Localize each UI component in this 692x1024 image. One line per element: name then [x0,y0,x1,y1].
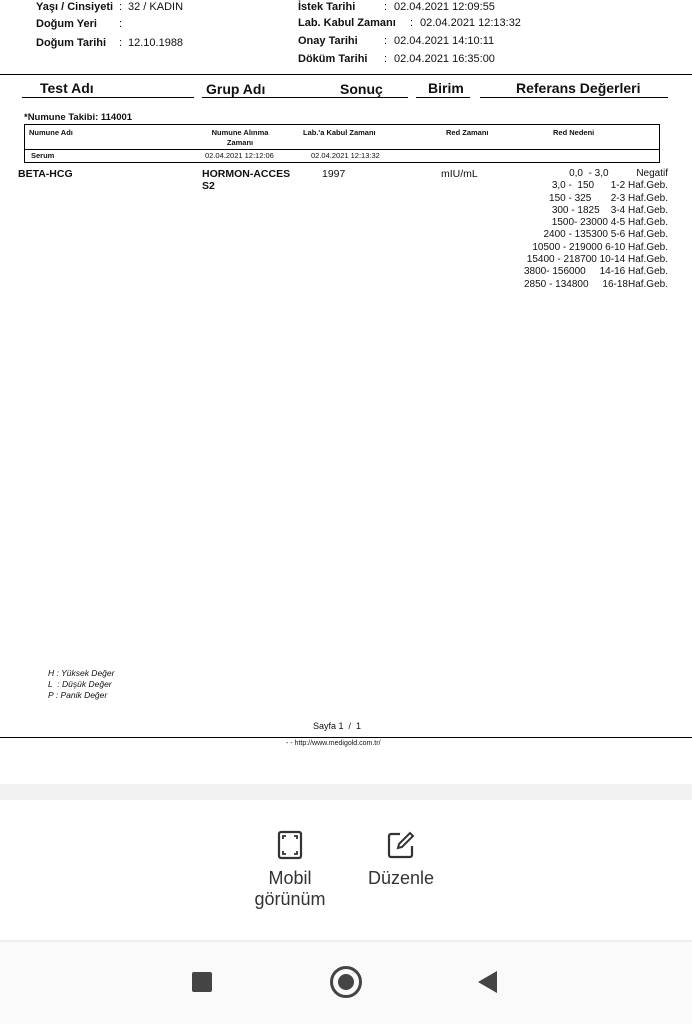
print-date-value: 02.04.2021 16:35:00 [394,53,495,65]
edit-button[interactable] [351,830,451,889]
home-icon[interactable] [330,966,362,998]
legend-low: L : Düşük Değer [48,679,112,689]
col-unit: Birim [428,80,464,96]
td-sample-taken: 02.04.2021 12:12:06 [205,151,274,160]
reference-line: 2850 - 134800 16-18Haf.Geb. [524,278,668,290]
edit-icon [386,830,416,860]
col-reference-underline [480,97,668,98]
request-date-colon: : [384,1,388,13]
col-result: Sonuç [340,81,383,97]
birth-date-value: 12.10.1988 [128,37,184,49]
age-sex-colon: : [119,1,123,13]
footer-url[interactable]: - - http://www.medigold.com.tr/ [286,740,381,747]
th-reject-reason: Red Nedeni [553,128,595,137]
sample-table-divider [25,149,659,150]
mobile-view-icon [277,830,303,860]
reference-line: 3800- 156000 14-16 Haf.Geb. [524,266,668,278]
approval-date-label: Onay Tarihi [298,35,358,47]
col-test-name: Test Adı [40,80,94,96]
reference-line: 1500- 23000 4-5 Haf.Geb. [551,217,668,229]
age-sex-value: 32 / KADIN [128,1,184,13]
th-sample-taken-2: Zamanı [226,138,254,147]
reference-line: 2400 - 135300 5-6 Haf.Geb. [543,229,668,241]
print-date-label: Döküm Tarihi [298,53,368,65]
result-unit: mIU/mL [441,168,478,180]
th-sample-name: Numune Adı [29,128,73,137]
edit-label: Düzenle [367,868,435,888]
legend-high: H : Yüksek Değer [48,668,115,678]
recent-apps-icon[interactable] [192,972,212,992]
lab-accept-label: Lab. Kabul Zamanı [298,17,396,29]
reference-values [510,168,668,291]
mobile-view-button[interactable] [240,830,340,910]
reference-line: 150 - 325 2-3 Haf.Geb. [549,192,668,204]
sample-tracking-label: *Numune Takibi: [24,112,99,123]
lab-accept-colon: : [410,17,414,29]
td-sample-name: Serum [31,151,55,160]
legend-panic: P : Panik Değer [48,690,108,700]
approval-date-value: 02.04.2021 14:10:11 [394,35,495,47]
col-test-underline [22,97,194,98]
col-unit-underline [416,97,470,98]
th-lab-accept: Lab.'a Kabul Zamanı [303,128,376,137]
th-sample-taken-1: Numune Alınma [211,128,269,137]
age-sex-label: Yaşı / Cinsiyeti [36,1,114,13]
col-group-result-underline [202,97,408,98]
print-date-colon: : [384,53,388,65]
reference-line: 3,0 - 150 1-2 Haf.Geb. [551,180,668,192]
reference-line: 15400 - 218700 10-14 Haf.Geb. [526,254,668,266]
reference-line: 300 - 1825 3-4 Haf.Geb. [551,204,668,216]
birth-place-colon: : [119,18,123,30]
th-reject-time: Red Zamanı [446,128,489,137]
section-separator [0,784,692,800]
sample-tracking [24,112,132,123]
reference-line: 0,0 - 3,0 Negatif [569,168,668,179]
result-group-line2: S2 [202,180,215,192]
page-indicator: Sayfa 1 / 1 [313,721,362,731]
sample-table [24,124,660,163]
result-test-name: BETA-HCG [18,168,73,180]
back-icon[interactable] [476,970,498,994]
approval-date-colon: : [384,35,388,47]
birth-date-label: Doğum Tarihi [36,37,107,49]
reference-line: 10500 - 219000 6-10 Haf.Geb. [532,241,668,253]
result-value: 1997 [322,168,346,180]
header-divider [0,74,692,75]
td-lab-accept: 02.04.2021 12:13:32 [311,151,380,160]
col-group-name: Grup Adı [206,81,266,97]
lab-accept-value: 02.04.2021 12:13:32 [420,17,521,29]
col-reference: Referans Değerleri [516,80,641,96]
mobile-view-label-1: Mobil [268,868,312,888]
mobile-view-label-2: görünüm [254,889,326,909]
request-date-label: İstek Tarihi [298,1,356,13]
sample-tracking-value: 114001 [100,112,133,123]
birth-place-label: Doğum Yeri [36,18,97,30]
result-group-line1: HORMON-ACCES [202,168,291,180]
footer-divider [0,737,692,738]
request-date-value: 02.04.2021 12:09:55 [394,1,495,13]
birth-date-colon: : [119,37,123,49]
navigation-bar [0,942,692,1024]
